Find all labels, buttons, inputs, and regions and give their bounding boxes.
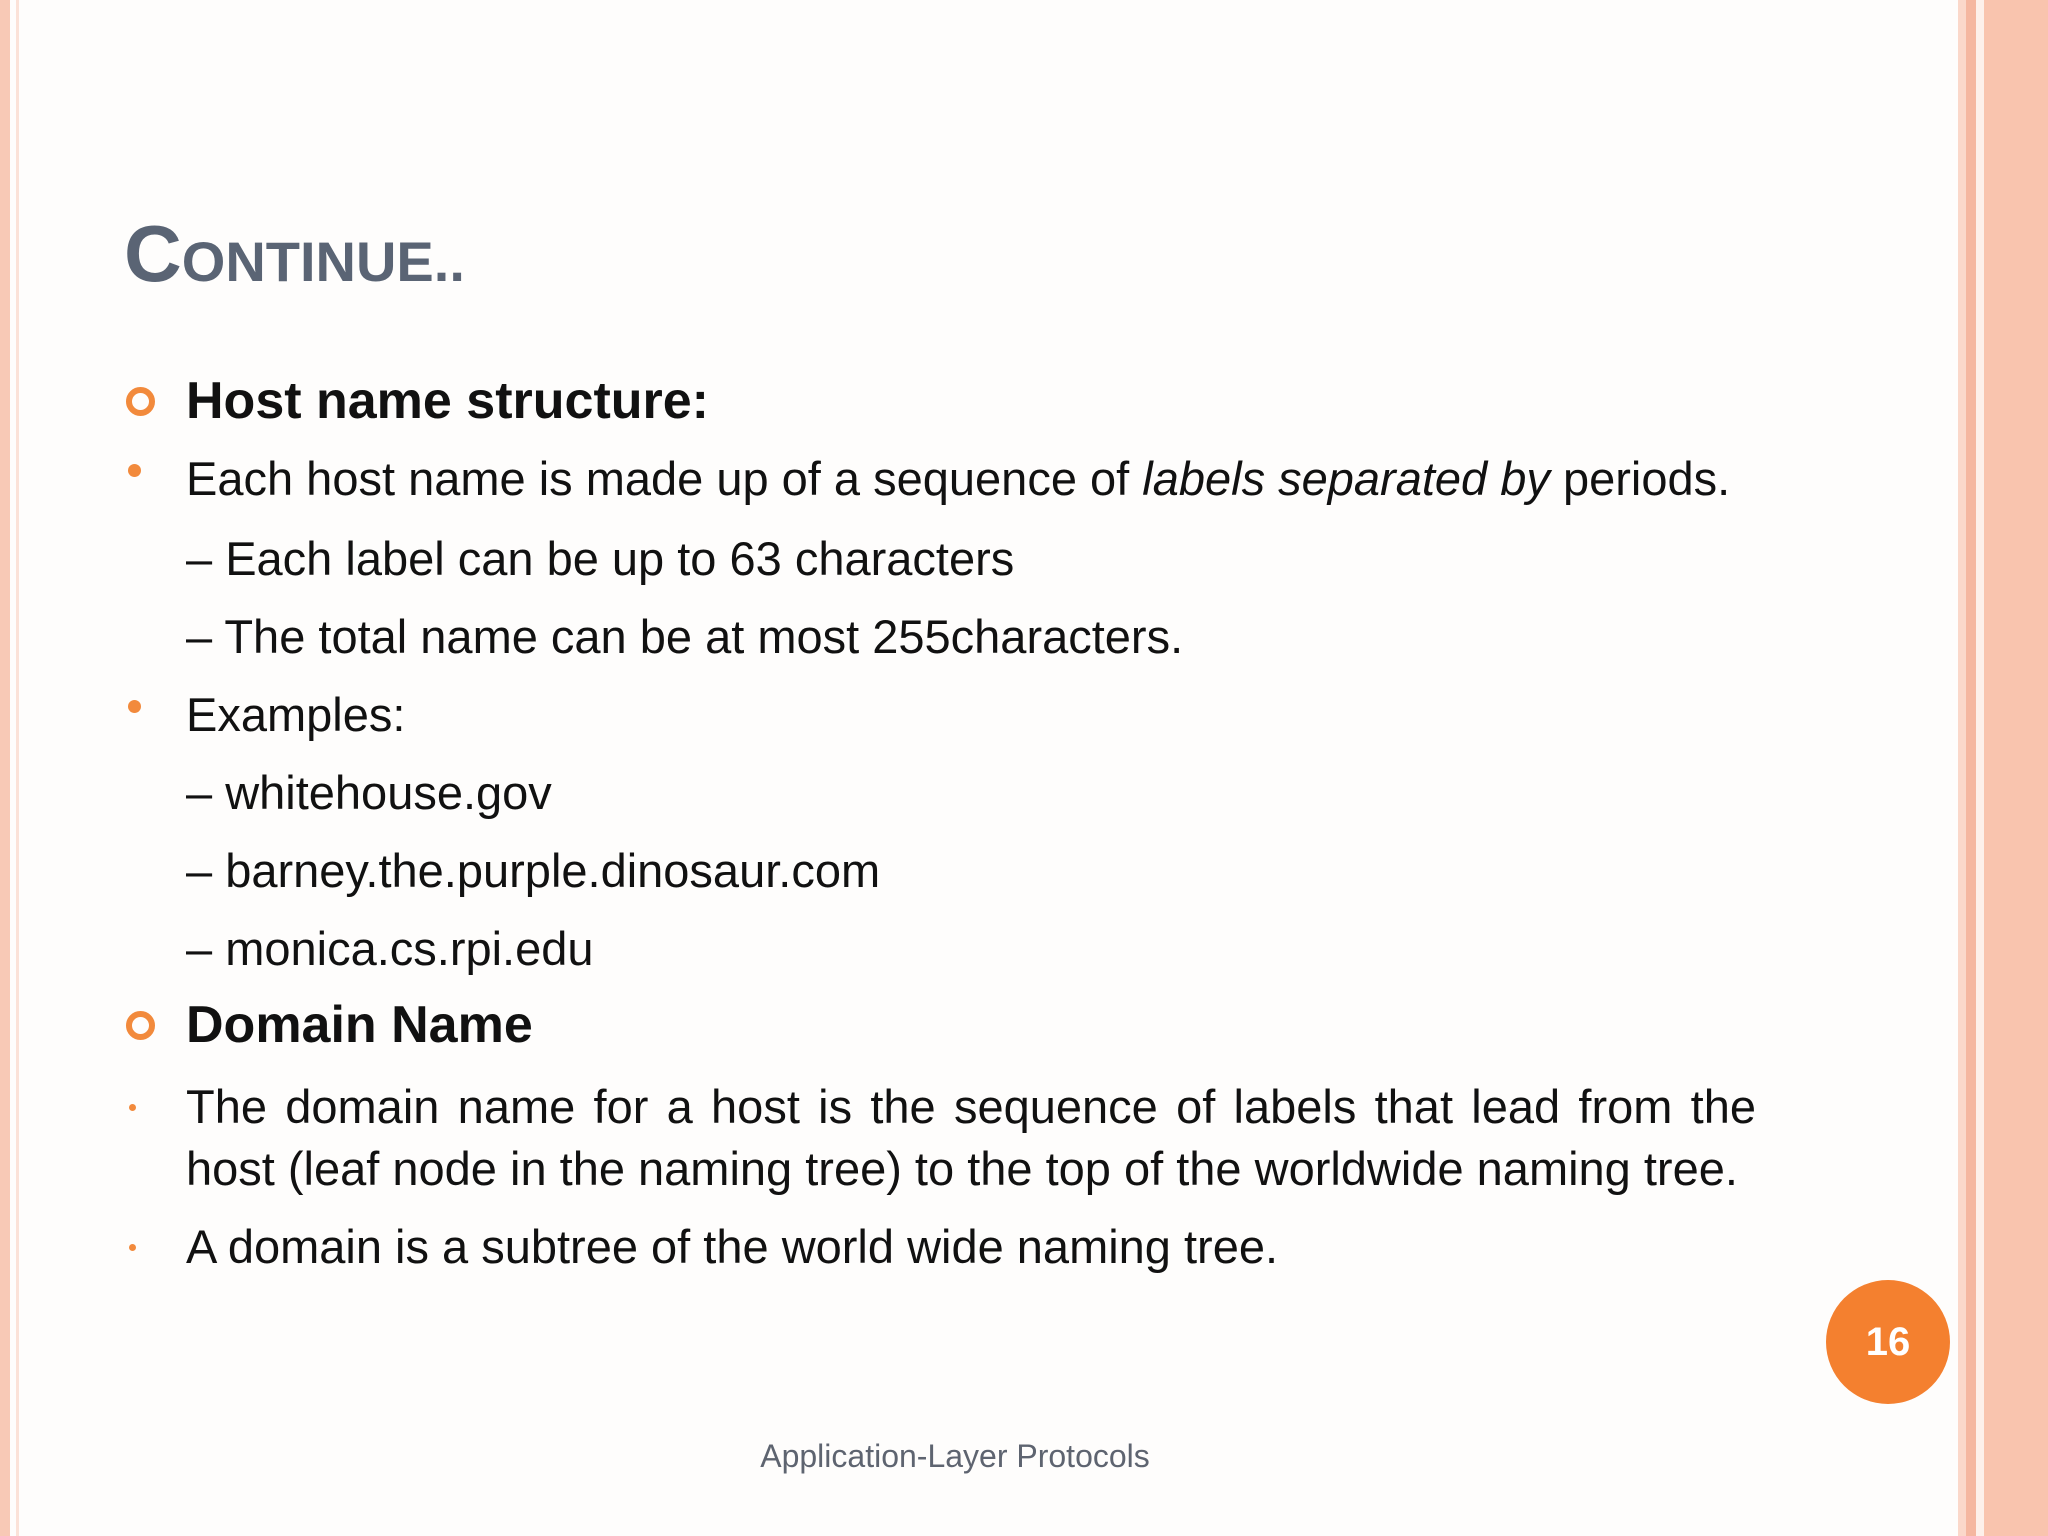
- small-dot-bullet-icon: [124, 1076, 164, 1138]
- example-item: – whitehouse.gov: [186, 766, 552, 819]
- section-heading-domain: [124, 994, 1756, 1056]
- bullet-domain-subtree: [124, 1216, 1756, 1278]
- right-frame-gap: [1976, 0, 1984, 1536]
- sub-item-label-length: – Each label can be up to 63 characters: [186, 532, 1015, 585]
- dot-bullet-icon: [124, 448, 164, 510]
- slide-title: [124, 209, 465, 298]
- ring-bullet-icon: [124, 994, 164, 1056]
- bullet-text-pre: Each host name is made up of a sequence of: [186, 452, 1143, 505]
- host-heading-text: Host name structure:: [186, 372, 709, 430]
- section-heading-host: [124, 370, 1756, 432]
- bullet-examples: [124, 684, 1756, 746]
- small-dot-bullet-icon: [124, 1216, 164, 1278]
- right-frame-band: [1984, 0, 2048, 1536]
- domain-definition-text: The domain name for a host is the sequence of labels that lead from the host (leaf node in the naming tree) to the top of the worldwide naming tree.: [186, 1080, 1756, 1195]
- dot-bullet-icon: [124, 684, 164, 746]
- right-frame-dark-stripe: [1966, 0, 1976, 1536]
- domain-heading-text: Domain Name: [186, 996, 533, 1054]
- bullet-text-post: periods.: [1549, 452, 1731, 505]
- slide-title-initial: C: [124, 209, 182, 298]
- examples-label: Examples:: [186, 688, 406, 741]
- example-item: – barney.the.purple.dinosaur.com: [186, 844, 881, 897]
- slide-title-rest: ONTINUE..: [181, 230, 465, 293]
- slide-footer: Application-Layer Protocols: [760, 1438, 1150, 1474]
- bullet-host-name-labels: [124, 448, 1756, 510]
- bullet-domain-definition: [124, 1076, 1756, 1200]
- bullet-text-emphasis: labels separated by: [1142, 452, 1550, 505]
- left-frame-border: [0, 0, 10, 1536]
- right-frame-light-stripe: [1958, 0, 1966, 1536]
- sub-item-total-length: – The total name can be at most 255characters.: [186, 610, 1184, 663]
- page-number-badge: 16: [1826, 1280, 1950, 1404]
- slide-content: [124, 370, 1756, 1278]
- left-frame-line: [16, 0, 19, 1536]
- domain-subtree-text: A domain is a subtree of the world wide naming tree.: [186, 1220, 1279, 1273]
- example-item: – monica.cs.rpi.edu: [186, 922, 594, 975]
- ring-bullet-icon: [124, 370, 164, 432]
